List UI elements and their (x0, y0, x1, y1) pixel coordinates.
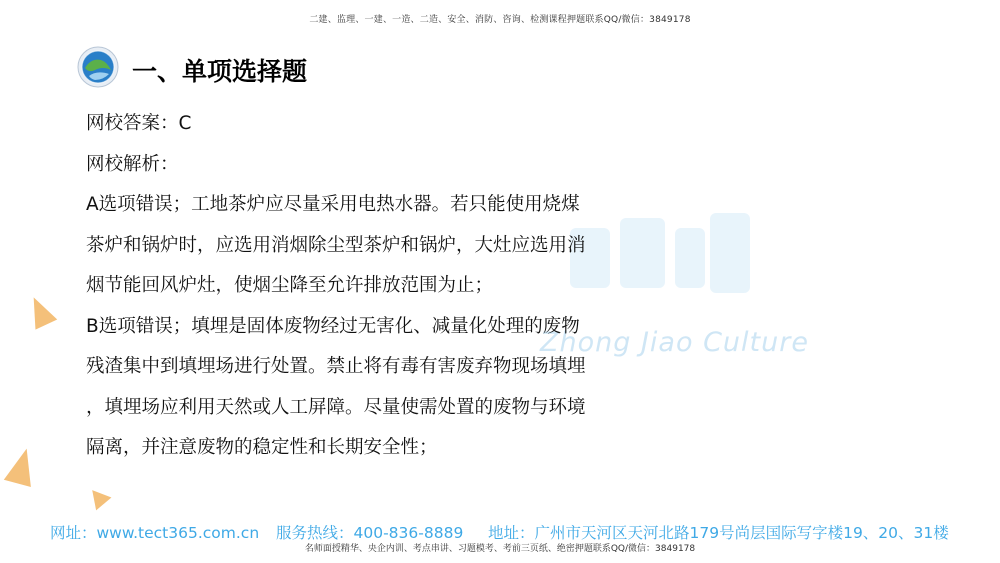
logo-globe-icon (77, 46, 119, 88)
top-banner: 二建、监理、一建、一造、二造、安全、消防、咨询、检测课程押题联系QQ/微信：3849178 (309, 15, 691, 25)
content-line: A选项错误；工地茶炉应尽量采用电热水器。若只能使用烧煤 (86, 194, 580, 215)
footer-address: 地址：广州市天河区天河北路179号尚层国际写字楼19、20、31楼 (488, 524, 949, 542)
content-line: ，填埋场应利用天然或人工屏障。尽量使需处置的废物与环境 (86, 396, 586, 418)
decor-triangle (23, 292, 57, 329)
content-line: 烟节能回风炉灶，使烟尘降至允许排放范围为止； (86, 275, 494, 296)
content-line: 网校解析： (86, 153, 179, 175)
content-line: 茶炉和锅炉时，应选用消烟除尘型茶炉和锅炉，大灶应选用消 (86, 234, 586, 256)
content-line: B选项错误；填埋是固体废物经过无害化、减量化处理的废物 (86, 315, 580, 337)
section-title: 一、单项选择题 (132, 57, 308, 86)
decor-triangle (4, 445, 40, 487)
footer-hotline: 服务热线：400-836-8889 (276, 524, 464, 542)
content-line: 残渣集中到填埋场进行处置。禁止将有毒有害废弃物现场填埋 (86, 356, 586, 377)
watermark-subtitle: Zhong Jiao Culture (540, 327, 809, 358)
decor-triangle (85, 484, 112, 511)
content-line: 网校答案：C (86, 113, 192, 134)
answer-content (86, 104, 726, 469)
bottom-banner: 名师面授精华、央企内训、考点串讲、习题模考、考前三页纸、绝密押题联系QQ/微信：3849178 (304, 544, 696, 554)
footer-website[interactable]: 网址：www.tect365.com.cn (50, 524, 260, 542)
content-line: 隔离，并注意废物的稳定性和长期安全性； (86, 437, 438, 458)
